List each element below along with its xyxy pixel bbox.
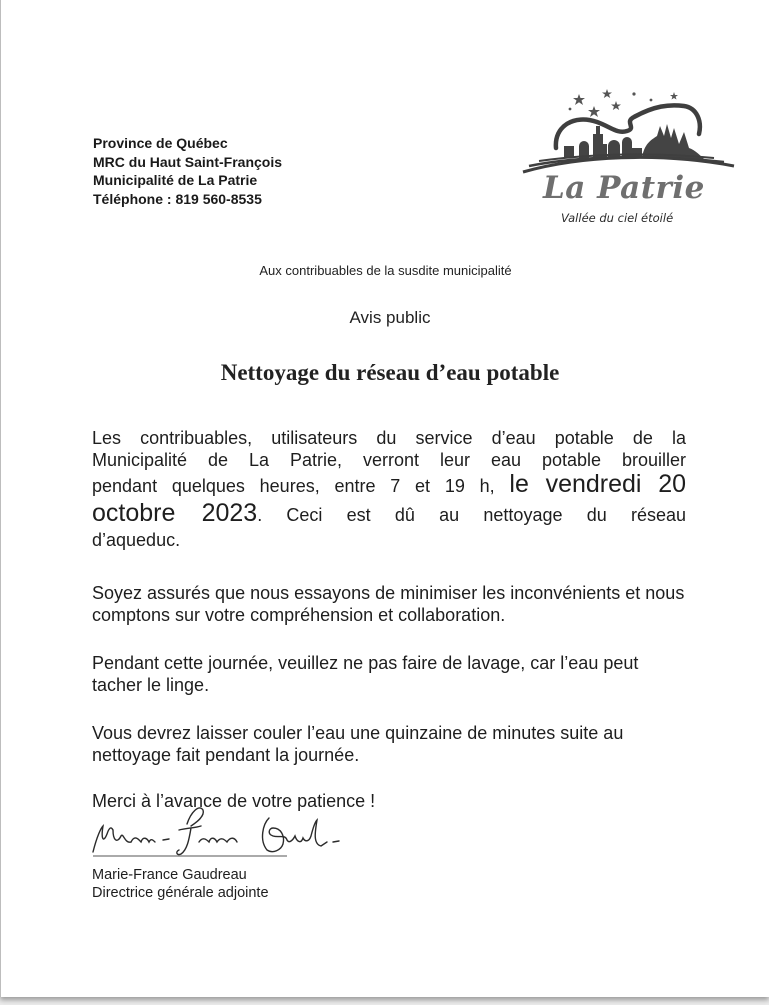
- paragraph-apology: Soyez assurés que nous essayons de minimiser les inconvénients et nous comptons sur votre compréhension et collaboration.: [92, 583, 685, 625]
- notice-recipient: Aux contribuables de la susdite municipalité: [259, 263, 512, 278]
- date-highlight-year: octobre 2023: [92, 499, 258, 527]
- paragraph-line: [92, 500, 686, 529]
- closing-thanks: Merci à l’avance de votre patience !: [92, 791, 376, 811]
- paragraph-line: Les contribuables, utilisateurs du service d’eau potable de la: [92, 428, 686, 448]
- reason-text: . Ceci est dû au nettoyage du réseau: [257, 505, 686, 525]
- municipal-address-block: [93, 134, 282, 208]
- paragraph-announcement: [92, 427, 686, 551]
- address-phone: Téléphone : 819 560-8535: [93, 190, 262, 207]
- signer-name: Marie-France Gaudreau: [92, 867, 247, 883]
- star-icon: [588, 106, 600, 117]
- star-icon: [632, 92, 635, 95]
- handwritten-signature-icon: [87, 806, 357, 866]
- paragraph-laundry-warning: Pendant cette journée, veuillez ne pas faire de lavage, car l’eau peut tacher le linge.: [92, 653, 639, 695]
- star-icon: [602, 89, 612, 98]
- star-icon: [573, 94, 585, 105]
- address-municipality: Municipalité de La Patrie: [93, 172, 258, 188]
- address-mrc: MRC du Haut Saint-François: [93, 153, 283, 170]
- time-window-text: pendant quelques heures, entre 7 et 19 h,: [92, 476, 510, 496]
- logo-tagline: Vallée du ciel étoilé: [561, 211, 674, 225]
- date-highlight: le vendredi 20: [509, 470, 686, 498]
- star-icon: [569, 108, 572, 111]
- paragraph-run-water: Vous devrez laisser couler l’eau une quinzaine de minutes suite au nettoyage fait pendant la journée.: [92, 723, 624, 765]
- address-province: Province de Québec: [93, 135, 228, 151]
- municipality-logo: [519, 86, 744, 231]
- signer-role: Directrice générale adjointe: [92, 885, 269, 901]
- star-icon: [650, 99, 653, 102]
- star-icon: [611, 101, 621, 110]
- notice-title: Nettoyage du réseau d’eau potable: [220, 360, 560, 385]
- logo-name: La Patrie: [543, 170, 705, 206]
- paragraph-line: d’aqueduc.: [92, 530, 181, 550]
- notice-type: Avis public: [349, 308, 431, 327]
- night-sky-village-icon: [519, 86, 744, 176]
- paragraph-line: [92, 471, 686, 500]
- paragraph-line: Municipalité de La Patrie, verront leur eau potable brouiller: [92, 450, 686, 470]
- star-icon: [670, 92, 678, 100]
